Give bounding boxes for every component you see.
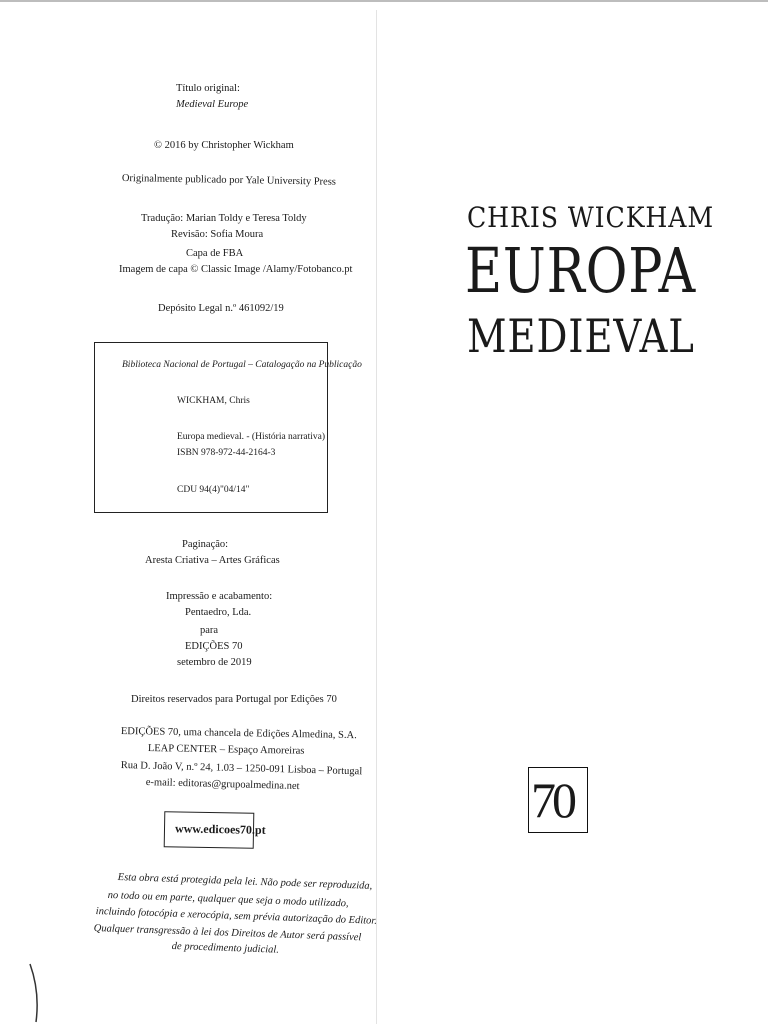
print-date: setembro de 2019 xyxy=(177,657,252,668)
original-title: Medieval Europe xyxy=(176,99,249,110)
catalog-title: Europa medieval. - (História narrativa) xyxy=(177,432,325,442)
publisher-logo xyxy=(528,767,588,833)
legal-deposit: Depósito Legal n.º 461092/19 xyxy=(158,303,284,314)
legal-line-5: de procedimento judicial. xyxy=(171,940,280,956)
original-publisher: Originalmente publicado por Yale University Press xyxy=(121,172,337,188)
catalog-box xyxy=(94,342,362,513)
website-box xyxy=(164,811,266,849)
revision-credit: Revisão: Sofia Moura xyxy=(171,229,264,240)
printer-name: Pentaedro, Lda. xyxy=(185,607,252,618)
catalog-cdu: CDU 94(4)"04/14" xyxy=(177,485,250,495)
copyright-page xyxy=(0,0,376,1024)
book-title-line-2: MEDIEVAL xyxy=(467,309,695,363)
pagination-label: Paginação: xyxy=(182,539,229,550)
catalog-author: WICKHAM, Chris xyxy=(177,396,250,406)
printing-label: Impressão e acabamento: xyxy=(166,591,273,602)
imprint-line-1: EDIÇÕES 70, uma chancela de Edições Almedina, S.A. xyxy=(120,725,357,742)
translation-credit: Tradução: Marian Toldy e Teresa Toldy xyxy=(141,213,307,224)
catalog-isbn: ISBN 978-972-44-2164-3 xyxy=(177,448,276,458)
cover-credit: Capa de FBA xyxy=(186,248,244,259)
imprint-line-2: LEAP CENTER – Espaço Amoreiras xyxy=(147,742,305,757)
publisher-logo-text: 70 xyxy=(531,772,573,828)
catalog-header: Biblioteca Nacional de Portugal – Catalogação na Publicação xyxy=(122,360,362,370)
imprint-line-3: Rua D. João V, n.º 24, 1.03 – 1250-091 Lisboa – Portugal xyxy=(120,759,363,778)
legal-line-2: no todo ou em parte, qualquer que seja o modo utilizado, xyxy=(107,889,349,910)
title-page xyxy=(377,0,768,1024)
author-name: CHRIS WICKHAM xyxy=(467,201,715,234)
legal-line-3: incluindo fotocópia e xerocópia, sem prévia autorização do Editor. xyxy=(95,905,378,927)
publisher-name: EDIÇÕES 70 xyxy=(185,641,243,652)
original-title-label: Título original: xyxy=(176,83,240,94)
book-title-line-1: EUROPA xyxy=(465,234,697,307)
website-url: www.edicoes70.pt xyxy=(174,821,266,837)
for-word: para xyxy=(200,625,219,636)
imprint-email: e-mail: editoras@grupoalmedina.net xyxy=(145,776,300,793)
page-edge-curve xyxy=(28,962,42,1024)
legal-line-1: Esta obra está protegida pela lei. Não pode ser reproduzida, xyxy=(117,871,373,892)
copyright-line: © 2016 by Christopher Wickham xyxy=(154,140,294,151)
rights-line: Direitos reservados para Portugal por Edições 70 xyxy=(131,694,337,705)
legal-line-4: Qualquer transgressão à lei dos Direitos de Autor será passível xyxy=(93,922,362,944)
cover-image-credit: Imagem de capa © Classic Image /Alamy/Fotobanco.pt xyxy=(119,264,353,275)
pagination-credit: Aresta Criativa – Artes Gráficas xyxy=(145,555,280,566)
